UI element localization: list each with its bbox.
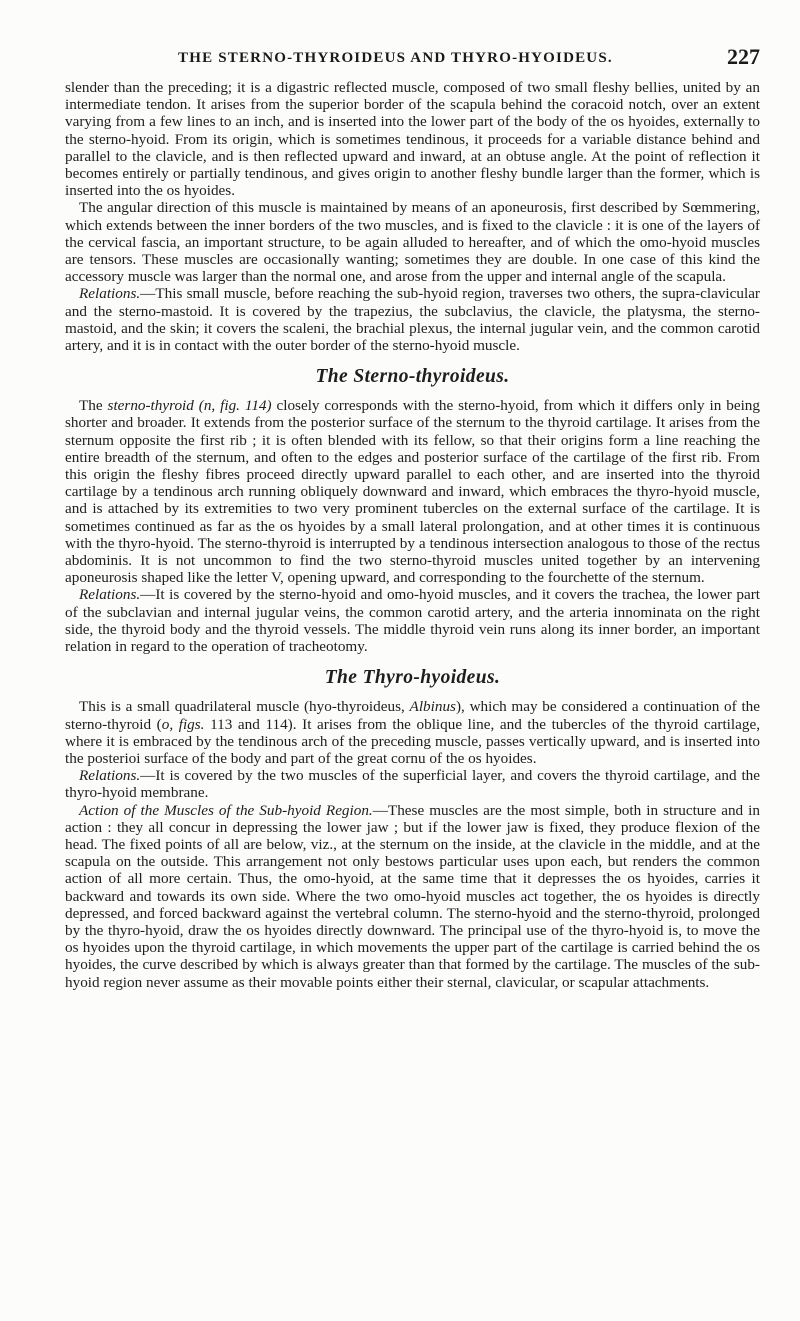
- paragraph-text: —It is covered by the two muscles of the superficial layer, and covers the thyroid cartilage, and the thyro-hyoid membrane.: [65, 767, 760, 802]
- running-title: THE STERNO-THYROIDEUS AND THYRO-HYOIDEUS.: [178, 50, 613, 66]
- paragraph-text: —It is covered by the sterno-hyoid and omo-hyoid muscles, and it covers the trachea, the lower part of the subclavian and internal jugular veins, the common carotid artery, and the arteria innominata on the right side, the thyroid body and the thyroid vessels. The middle thyroid vein runs along its inner border, an important relation in regard to the operation of tracheotomy.: [65, 586, 760, 656]
- paragraph-sterno-thyroid-description: [65, 397, 760, 586]
- paragraph-continuation: [65, 79, 760, 199]
- paragraph-thyro-hyoid-relations: [65, 767, 760, 801]
- paragraph-text: —This small muscle, before reaching the sub-hyoid region, traverses two others, the supra-clavicular and the sterno-mastoid. It is covered by the trapezius, the subclavius, the clavicle, the platysma, the sterno-mastoid, and the skin; it covers the scaleni, the brachial plexus, the internal jugular vein, and the common carotid artery, and it is in contact with the outer border of the sterno-hyoid muscle.: [65, 285, 760, 355]
- relations-label: Relations.: [79, 767, 141, 785]
- author-name: Albinus: [409, 698, 456, 716]
- relations-label: Relations.: [79, 285, 141, 303]
- paragraph-text: —These muscles are the most simple, both in structure and in action : they all concur in depressing the lower jaw ; but if the lower jaw is fixed, they produce flexion of the head. The fixed points of all are below, viz., at the sternum on the inside, at the clavicle in the middle, and at the scapula on the outside. This arrangement not only bestows particular uses upon each, but renders the common action of all more certain. Thus, the omo-hyoid, at the same time that it depresses the os hyoides, carries it backward and towards its own side. Where the two omo-hyoid muscles act together, the os hyoides is directly depressed, and forced backward against the vertebral column. The sterno-hyoid and the sterno-thyroid, prolonged by the thyro-hyoid, draw the os hyoides directly downward. The principal use of the thyro-hyoid is, to move the os hyoides upon the thyroid cartilage, in which movements the upper part of the cartilage is carried behind the os hyoides, the curve described by which is always greater than that formed by the cartilage. The muscles of the sub-hyoid region never assume as their movable points either their sternal, clavicular, or scapular attachments.: [65, 801, 760, 991]
- paragraph-aponeurosis: [65, 199, 760, 285]
- paragraph-text: 113 and 114). It arises from the oblique line, and the tubercles of the thyroid cartilage, where it is embraced by the tendinous arch of the preceding muscle, passes vertically upward, and is inserted into the posterioi surface of the body and part of the great cornu of the os hyoides.: [65, 715, 760, 767]
- figure-reference: (n, fig. 114): [193, 397, 272, 415]
- section-heading-thyro-hyoideus: The Thyro-hyoideus.: [324, 667, 501, 689]
- figure-reference: o, figs.: [161, 715, 205, 733]
- relations-label: Relations.: [79, 586, 141, 604]
- page-number: 227: [727, 44, 760, 69]
- paragraph-lead: This is a small quadrilateral muscle (hyo-thyroideus,: [79, 698, 410, 716]
- paragraph-text: closely corresponds with the sterno-hyoid, from which it differs only in being shorter and broader. It extends from the posterior surface of the sternum to the thyroid cartilage. It arises from the sternum opposite the first rib ; it is often blended with its fellow, so that their origins form a line reaching the entire breadth of the sternum, and often to the edges and posterior surface of the cartilage of the first rib. From this origin the fleshy fibres proceed directly upward parallel to each other, and are inserted into the thyroid cartilage by a tendinous arch running obliquely downward and inward, which embraces the thyro-hyoid muscle, and is attached by its extremities to two very prominent tubercles on the external surface of the cartilage. It is sometimes continued as far as the os hyoides by a small lateral prolongation, and at other times it is continuous with the thyro-hyoid. The sterno-thyroid is interrupted by a tendinous intersection analogous to those of the rectus abdominis. It is not uncommon to find the two sterno-thyroid muscles united together by an intervening aponeurosis shaped like the letter V, opening upward, and corresponding to the fourchette of the sternum.: [65, 397, 760, 587]
- paragraph-mid: ), which may be considered a continuation of the sterno-thyroid (: [65, 698, 761, 733]
- paragraph-text: slender than the preceding; it is a digastric reflected muscle, composed of two small fleshy bellies, united by an intermediate tendon. It arises from the superior border of the scapula behind the coracoid notch, over an extent varying from a few lines to an inch, and is inserted into the lower part of the body of the os hyoides, externally to the sterno-hyoid. From its origin, which is sometimes tendinous, it proceeds for a variable distance behind and parallel to the clavicle, and is then reflected upward and inward, at an obtuse angle. At the point of reflection it becomes entirely or partially tendinous, and gives origin to another fleshy bundle larger than the former, which is inserted into the os hyoides.: [65, 79, 760, 200]
- paragraph-sub-hyoid-action: [65, 802, 760, 991]
- section-heading-sterno-thyroideus: The Sterno-thyroideus.: [315, 366, 510, 388]
- page-body: [65, 79, 760, 991]
- paragraph-omohyoid-relations: [65, 285, 760, 354]
- paragraph-sterno-thyroid-relations: [65, 586, 760, 655]
- muscle-name: sterno-thyroid: [107, 397, 194, 415]
- paragraph-text: The angular direction of this muscle is maintained by means of an aponeurosis, first described by Sœmmering, which extends between the inner borders of the two muscles, and is fixed to the clavicle : it is one of the layers of the cervical fascia, an important structure, to be again alluded to hereafter, and of which the omo-hyoid muscles are tensors. These muscles are occasionally wanting; sometimes they are double. In one case of this kind the accessory muscle was larger than the normal one, and arose from the upper and internal angle of the scapula.: [65, 199, 760, 286]
- paragraph-thyro-hyoid-description: [65, 698, 760, 767]
- action-label: Action of the Muscles of the Sub-hyoid Region.: [79, 801, 373, 819]
- running-head: [70, 44, 760, 74]
- paragraph-lead: The: [79, 397, 108, 415]
